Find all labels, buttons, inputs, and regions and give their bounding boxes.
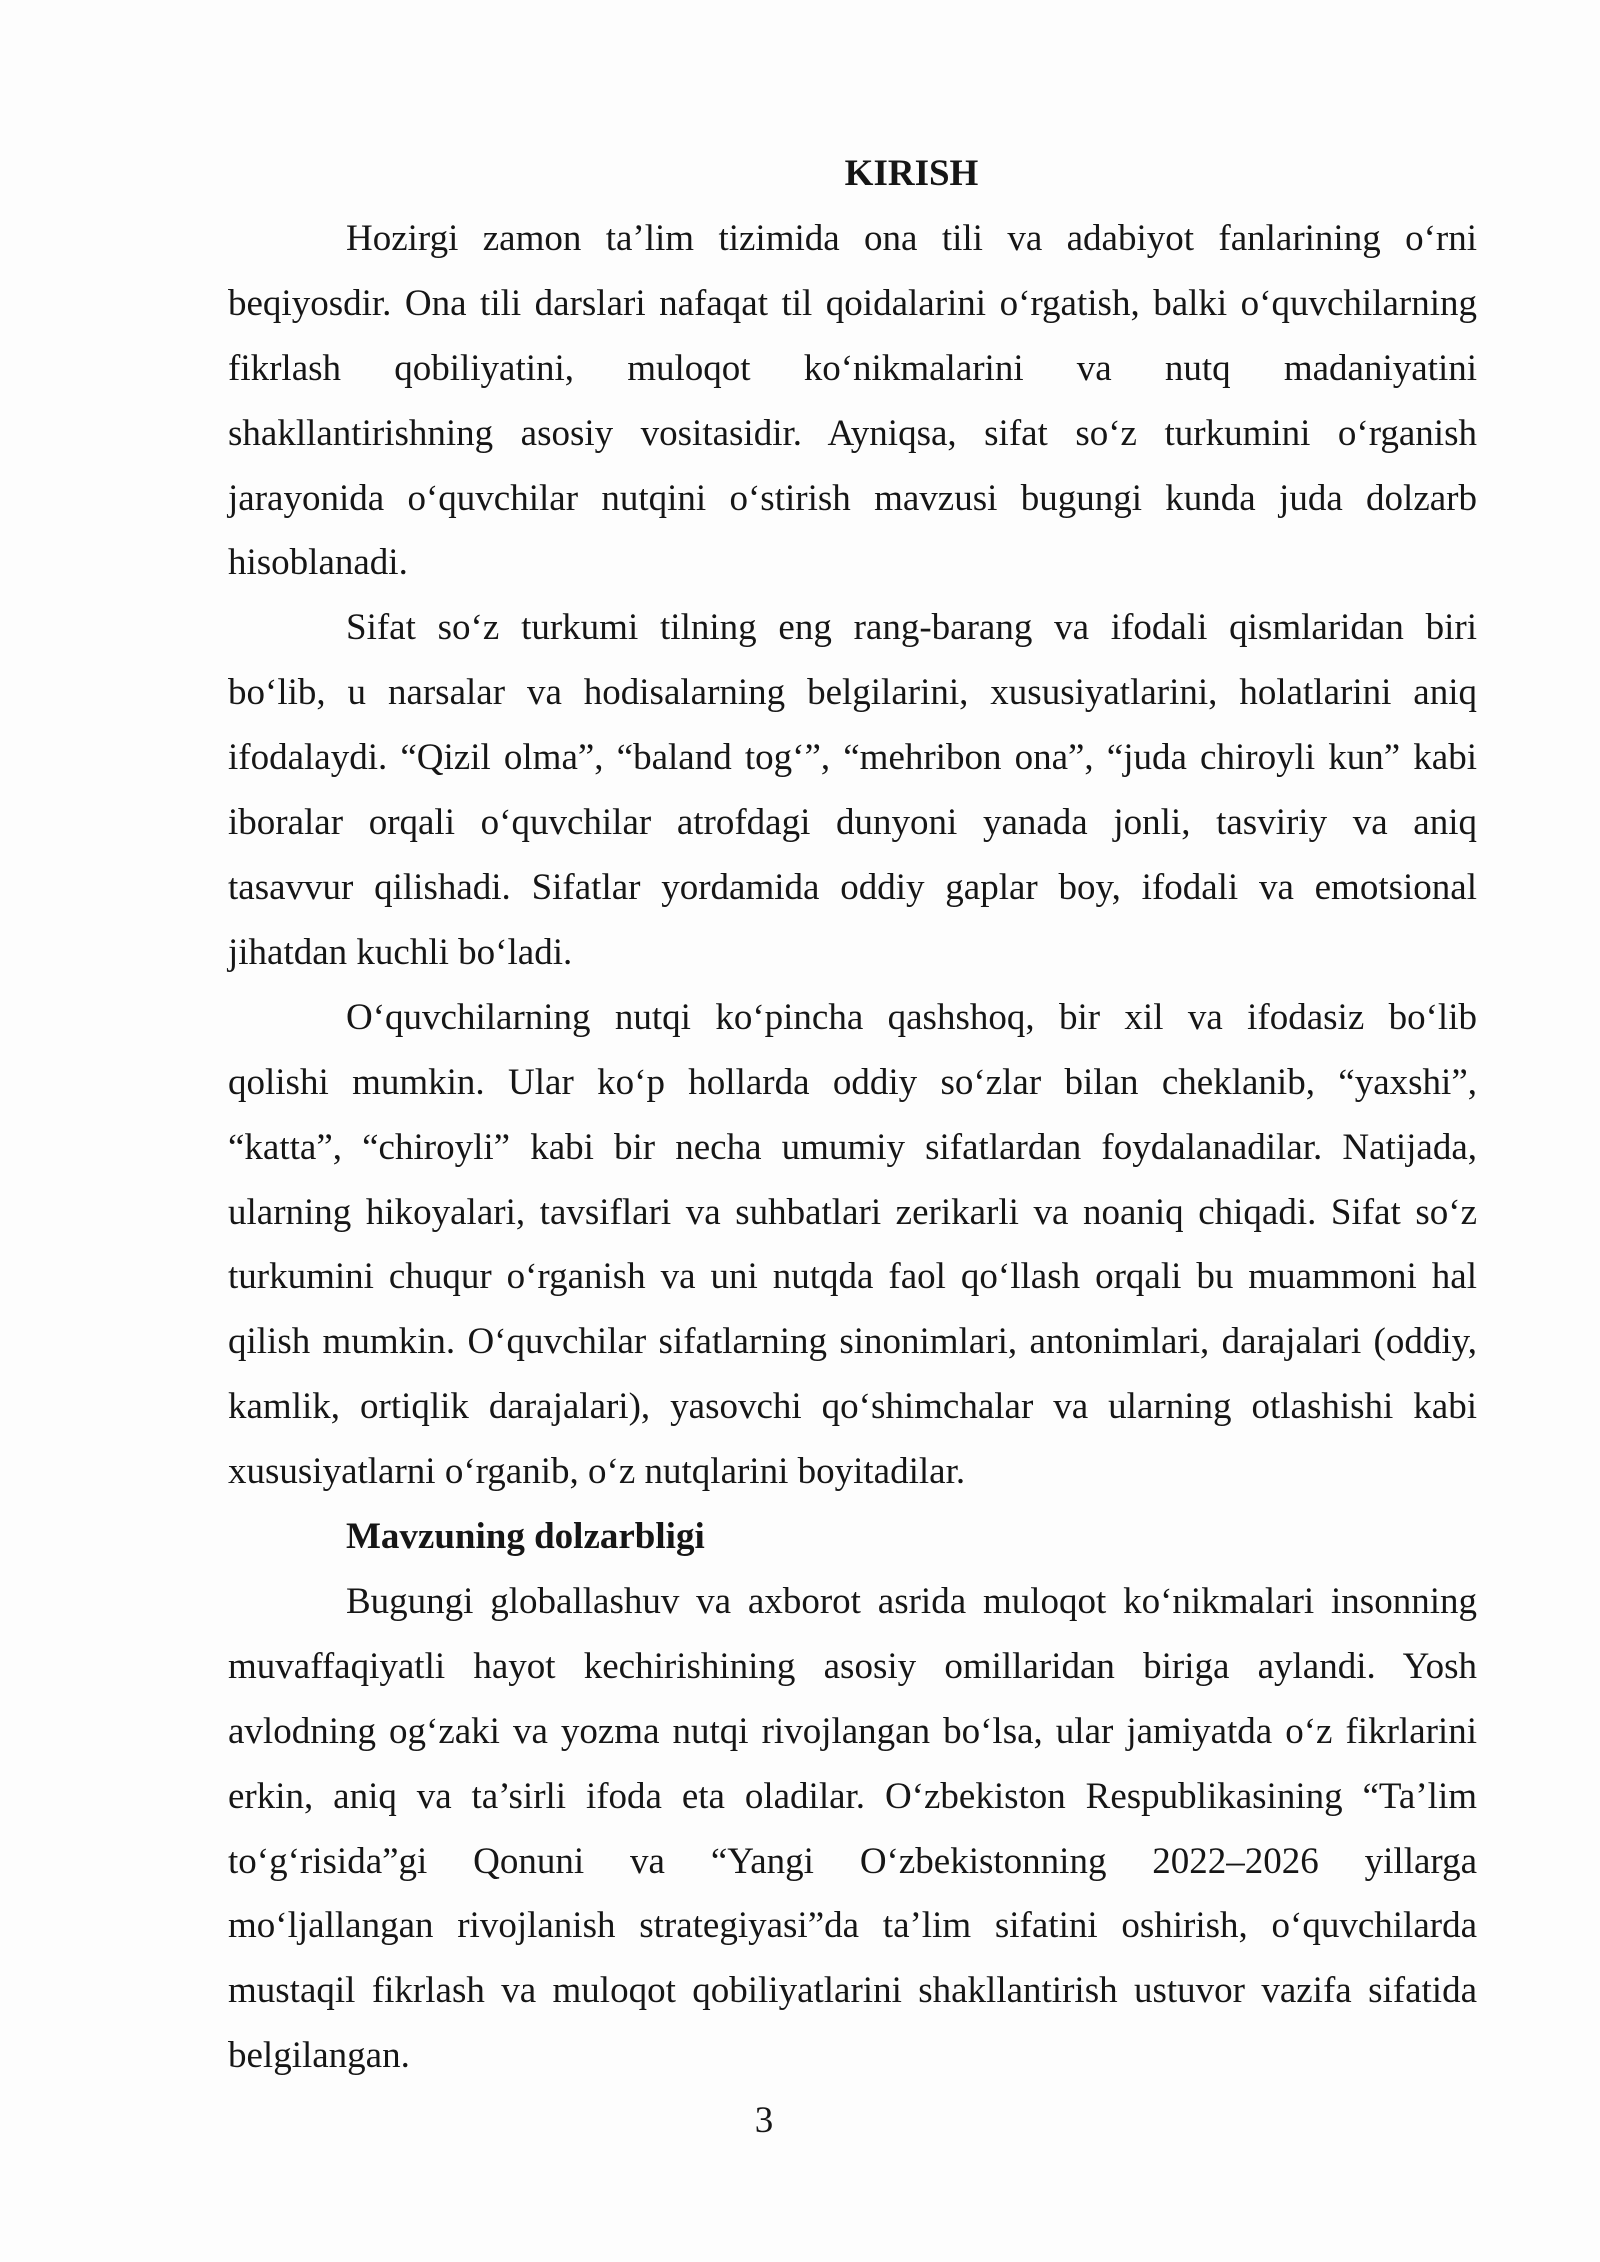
text-line: jarayonida o‘quvchilar nutqini o‘stirish mavzusi bugungi kunda juda dolzarb — [228, 477, 1477, 519]
text-line: xususiyatlarni o‘rganib, o‘z nutqlarini boyitadilar. — [228, 1451, 966, 1493]
text-line: hisoblanadi. — [228, 542, 408, 584]
text-line: jihatdan kuchli bo‘ladi. — [228, 931, 573, 973]
text-line: mustaqil fikrlash va muloqot qobiliyatlarini shakllantirish ustuvor vazifa sifatida — [228, 1970, 1477, 2012]
page-number: 3 — [754, 2100, 774, 2141]
text-line: avlodning og‘zaki va yozma nutqi rivojlangan bo‘lsa, ular jamiyatda o‘z fikrlarini — [228, 1710, 1477, 1752]
subsection-heading: Mavzuning dolzarbligi — [346, 1516, 705, 1558]
text-line: erkin, aniq va ta’sirli ifoda eta oladilar. O‘zbekiston Respublikasining “Ta’lim — [228, 1775, 1477, 1817]
text-line: “katta”, “chiroyli” kabi bir necha umumiy sifatlardan foydalanadilar. Natijada, — [228, 1126, 1477, 1168]
text-line: muvaffaqiyatli hayot kechirishining asosiy omillaridan biriga aylandi. Yosh — [228, 1645, 1477, 1687]
text-line: O‘quvchilarning nutqi ko‘pincha qashshoq, bir xil va ifodasiz bo‘lib — [346, 996, 1477, 1038]
text-line: bo‘lib, u narsalar va hodisalarning belgilarini, xususiyatlarini, holatlarini aniq — [228, 672, 1477, 714]
text-line: Bugungi globallashuv va axborot asrida muloqot ko‘nikmalari insonning — [346, 1580, 1477, 1622]
text-line: kamlik, ortiqlik darajalari), yasovchi qo‘shimchalar va ularning otlashishi kabi — [228, 1386, 1477, 1428]
text-line: ularning hikoyalari, tavsiflari va suhbatlari zerikarli va noaniq chiqadi. Sifat so‘z — [228, 1191, 1477, 1233]
text-line: to‘g‘risida”gi Qonuni va “Yangi O‘zbekistonning 2022–2026 yillarga — [228, 1840, 1477, 1882]
text-line: fikrlash qobiliyatini, muloqot ko‘nikmalarini va nutq madaniyatini — [228, 347, 1477, 389]
document-body — [228, 142, 1477, 2089]
text-line: ifodalaydi. “Qizil olma”, “baland tog‘”, “mehribon ona”, “juda chiroyli kun” kabi — [228, 737, 1477, 779]
text-line: belgilangan. — [228, 2035, 410, 2077]
text-line: qilish mumkin. O‘quvchilar sifatlarning sinonimlari, antonimlari, darajalari (oddiy, — [228, 1321, 1477, 1363]
text-line: mo‘ljallangan rivojlanish strategiyasi”da ta’lim sifatini oshirish, o‘quvchilarda — [228, 1905, 1477, 1947]
text-line: Sifat so‘z turkumi tilning eng rang-barang va ifodali qismlaridan biri — [346, 607, 1477, 649]
text-line: qolishi mumkin. Ular ko‘p hollarda oddiy so‘zlar bilan cheklanib, “yaxshi”, — [228, 1061, 1477, 1103]
text-line: tasavvur qilishadi. Sifatlar yordamida oddiy gaplar boy, ifodali va emotsional — [228, 866, 1477, 908]
section-title: KIRISH — [844, 153, 979, 194]
text-line: beqiyosdir. Ona tili darslari nafaqat til qoidalarini o‘rgatish, balki o‘quvchilarning — [228, 282, 1477, 324]
text-line: turkumini chuqur o‘rganish va uni nutqda faol qo‘llash orqali bu muammoni hal — [228, 1256, 1477, 1298]
text-line: iboralar orqali o‘quvchilar atrofdagi dunyoni yanada jonli, tasviriy va aniq — [228, 802, 1477, 844]
text-line: shakllantirishning asosiy vositasidir. Ayniqsa, sifat so‘z turkumini o‘rganish — [228, 412, 1477, 454]
text-line: Hozirgi zamon ta’lim tizimida ona tili va adabiyot fanlarining o‘rni — [346, 217, 1477, 259]
